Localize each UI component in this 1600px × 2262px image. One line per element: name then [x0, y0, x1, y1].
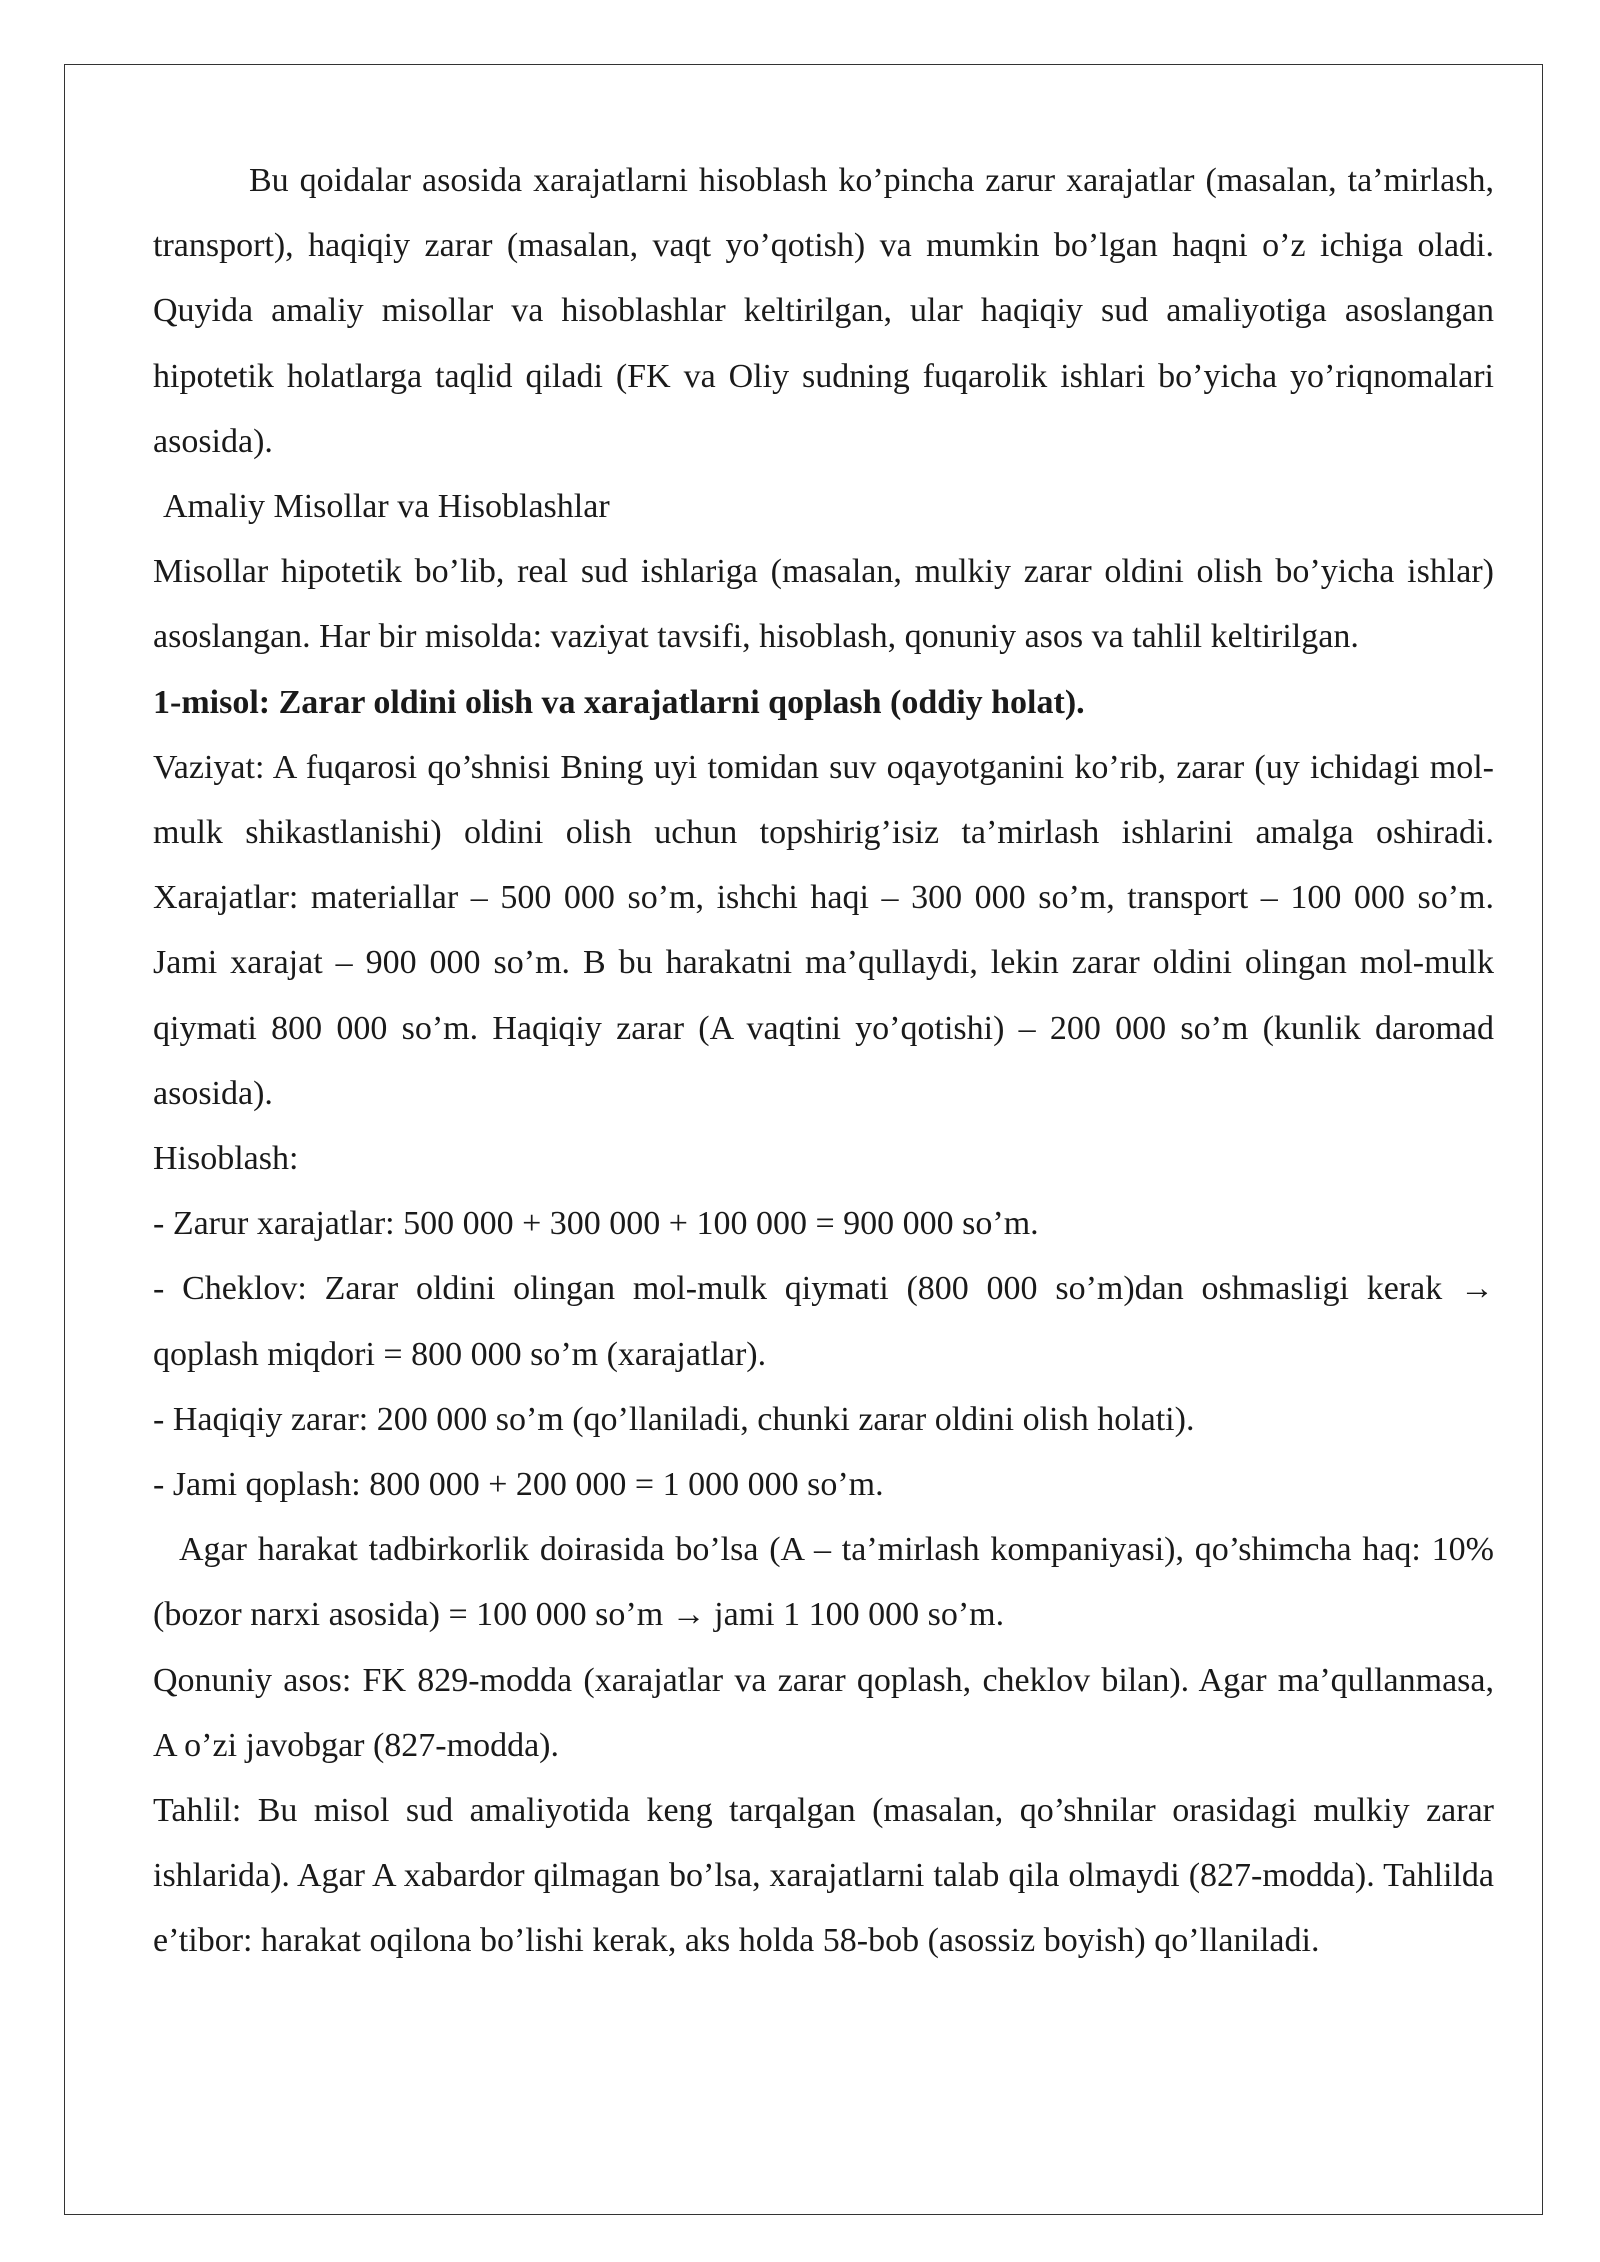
calculation-line-necessary-costs: - Zarur xarajatlar: 500 000 + 300 000 + 100 000 = 900 000 so’m. — [153, 1205, 1039, 1243]
calculation-line-actual-damage: - Haqiqiy zarar: 200 000 so’m (qo’llaniladi, chunki zarar oldini olish holati). — [153, 1400, 1195, 1438]
business-case-paragraph: Agar harakat tadbirkorlik doirasida bo’lsa (A – ta’mirlash kompaniyasi), qo’shimcha haq: 10% (bozor narxi asosida) = 100 000 so’m → jami 1 100 000 so’m. — [153, 1531, 1494, 1634]
calculation-line-limit: - Cheklov: Zarar oldini olingan mol-mulk qiymati (800 000 so’m)dan oshmasligi kerak → qoplash miqdori = 800 000 so’m (xarajatlar). — [153, 1270, 1494, 1373]
legal-basis-paragraph: Qonuniy asos: FK 829-modda (xarajatlar va zarar qoplash, cheklov bilan). Agar ma’qullanmasa, A o’zi javobgar (827-modda). — [153, 1661, 1494, 1764]
example-title: 1-misol: Zarar oldini olish va xarajatlarni qoplash (oddiy holat). — [153, 683, 1085, 721]
document-body — [153, 148, 1494, 1974]
calculation-line-total: - Jami qoplash: 800 000 + 200 000 = 1 000 000 so’m. — [153, 1466, 884, 1504]
section-heading: Amaliy Misollar va Hisoblashlar — [163, 488, 610, 526]
section-intro-paragraph: Misollar hipotetik bo’lib, real sud ishlariga (masalan, mulkiy zarar oldini olish bo’yicha ishlar) asoslangan. Har bir misolda: vaziyat tavsifi, hisoblash, qonuniy asos va tahlil keltirilgan. — [153, 553, 1494, 656]
analysis-paragraph: Tahlil: Bu misol sud amaliyotida keng tarqalgan (masalan, qo’shnilar orasidagi mulkiy zarar ishlarida). Agar A xabardor qilmagan bo’lsa, xarajatlarni talab qila olmaydi (827-modda). Tahlilda e’tibor: harakat oqilona bo’lishi kerak, aks holda 58-bob (asossiz boyish) qo’llaniladi. — [153, 1792, 1494, 1960]
situation-paragraph: Vaziyat: A fuqarosi qo’shnisi Bning uyi tomidan suv oqayotganini ko’rib, zarar (uy ichidagi mol-mulk shikastlanishi) oldini olish uchun topshirig’isiz ta’mirlash ishlarini amalga oshiradi. Xarajatlar: materiallar – 500 000 so’m, ishchi haqi – 300 000 so’m, transport – 100 000 so’m. Jami xarajat – 900 000 so’m. B bu harakatni ma’qullaydi, lekin zarar oldini olingan mol-mulk qiymati 800 000 so’m. Haqiqiy zarar (A vaqtini yo’qotishi) – 200 000 so’m (kunlik daromad asosida). — [153, 748, 1494, 1112]
intro-paragraph: Bu qoidalar asosida xarajatlarni hisoblash ko’pincha zarur xarajatlar (masalan, ta’mirlash, transport), haqiqiy zarar (masalan, vaqt yo’qotish) va mumkin bo’lgan haqni o’z ichiga oladi. Quyida amaliy misollar va hisoblashlar keltirilgan, ular haqiqiy sud amaliyotiga asoslangan hipotetik holatlarga taqlid qiladi (FK va Oliy sudning fuqarolik ishlari bo’yicha yo’riqnomalari asosida). — [153, 162, 1494, 460]
calculation-heading: Hisoblash: — [153, 1140, 299, 1178]
